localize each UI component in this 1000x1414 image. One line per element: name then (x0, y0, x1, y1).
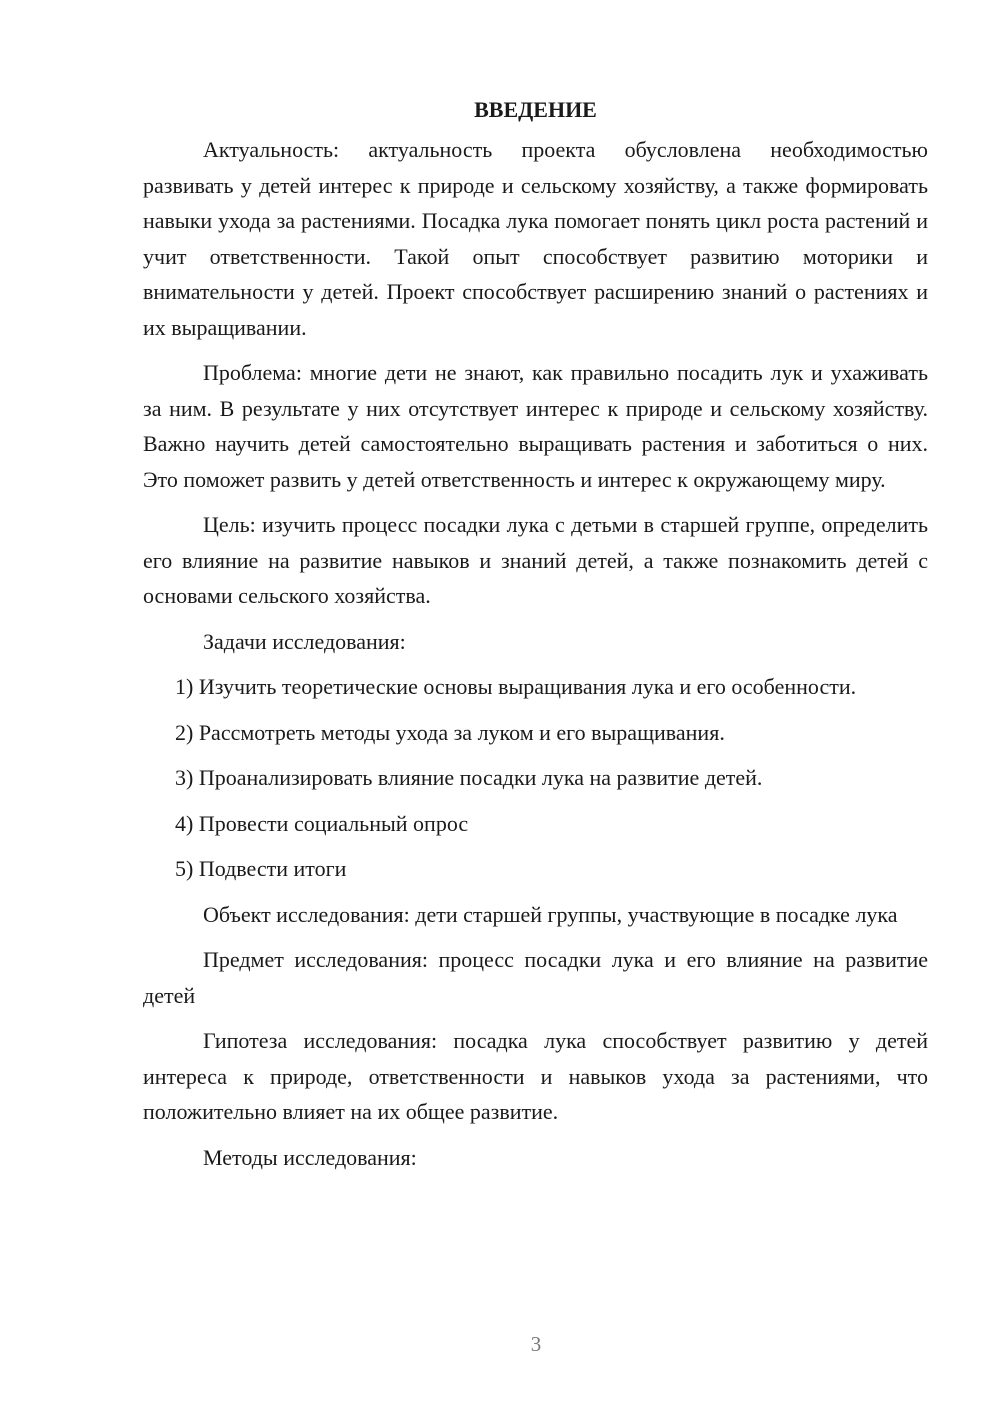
task-item-5: 5) Подвести итоги (175, 856, 347, 881)
page-title: ВВЕДЕНИЕ (474, 97, 597, 122)
task-item-3: 3) Проанализировать влияние посадки лука на развитие детей. (175, 765, 763, 790)
paragraph-subject: Предмет исследования: процесс посадки лука и его влияние на развитие детей (143, 947, 928, 1008)
task-item-4: 4) Провести социальный опрос (175, 810, 469, 836)
task-item-2: 2) Рассмотреть методы ухода за луком и его выращивания. (175, 719, 725, 745)
methods-heading: Методы исследования: (203, 1144, 417, 1170)
task-item-1: 1) Изучить теоретические основы выращивания лука и его особенности. (175, 674, 857, 699)
paragraph-problem: Проблема: многие дети не знают, как правильно посадить лук и ухаживать за ним. В результате у них отсутствует интерес к природе и сельскому хозяйству. Важно научить детей самостоятельно выращивать растения и заботиться о них. Это поможет развить у детей ответственность и интерес к окружающему миру. (143, 360, 928, 492)
document-page (143, 92, 928, 1175)
paragraph-object: Объект исследования: дети старшей группы, участвующие в посадке лука (203, 901, 898, 927)
paragraph-relevance: Актуальность: актуальность проекта обусловлена необходимостью развивать у детей интерес к природе и сельскому хозяйству, а также формировать навыки ухода за растениями. Посадка лука помогает понять цикл роста растений и учит ответственности. Такой опыт способствует развитию моторики и внимательности у детей. Проект способствует расширению знаний о растениях и их выращивании. (143, 137, 928, 340)
page-number: 3 (530, 1332, 542, 1356)
paragraph-hypothesis: Гипотеза исследования: посадка лука способствует развитию у детей интереса к природе, ответственности и навыков ухода за растениями, что положительно влияет на их общее развитие. (143, 1028, 928, 1124)
paragraph-goal: Цель: изучить процесс посадки лука с детьми в старшей группе, определить его влияние на развитие навыков и знаний детей, а также познакомить детей с основами сельского хозяйства. (143, 512, 928, 608)
tasks-heading: Задачи исследования: (203, 628, 406, 654)
